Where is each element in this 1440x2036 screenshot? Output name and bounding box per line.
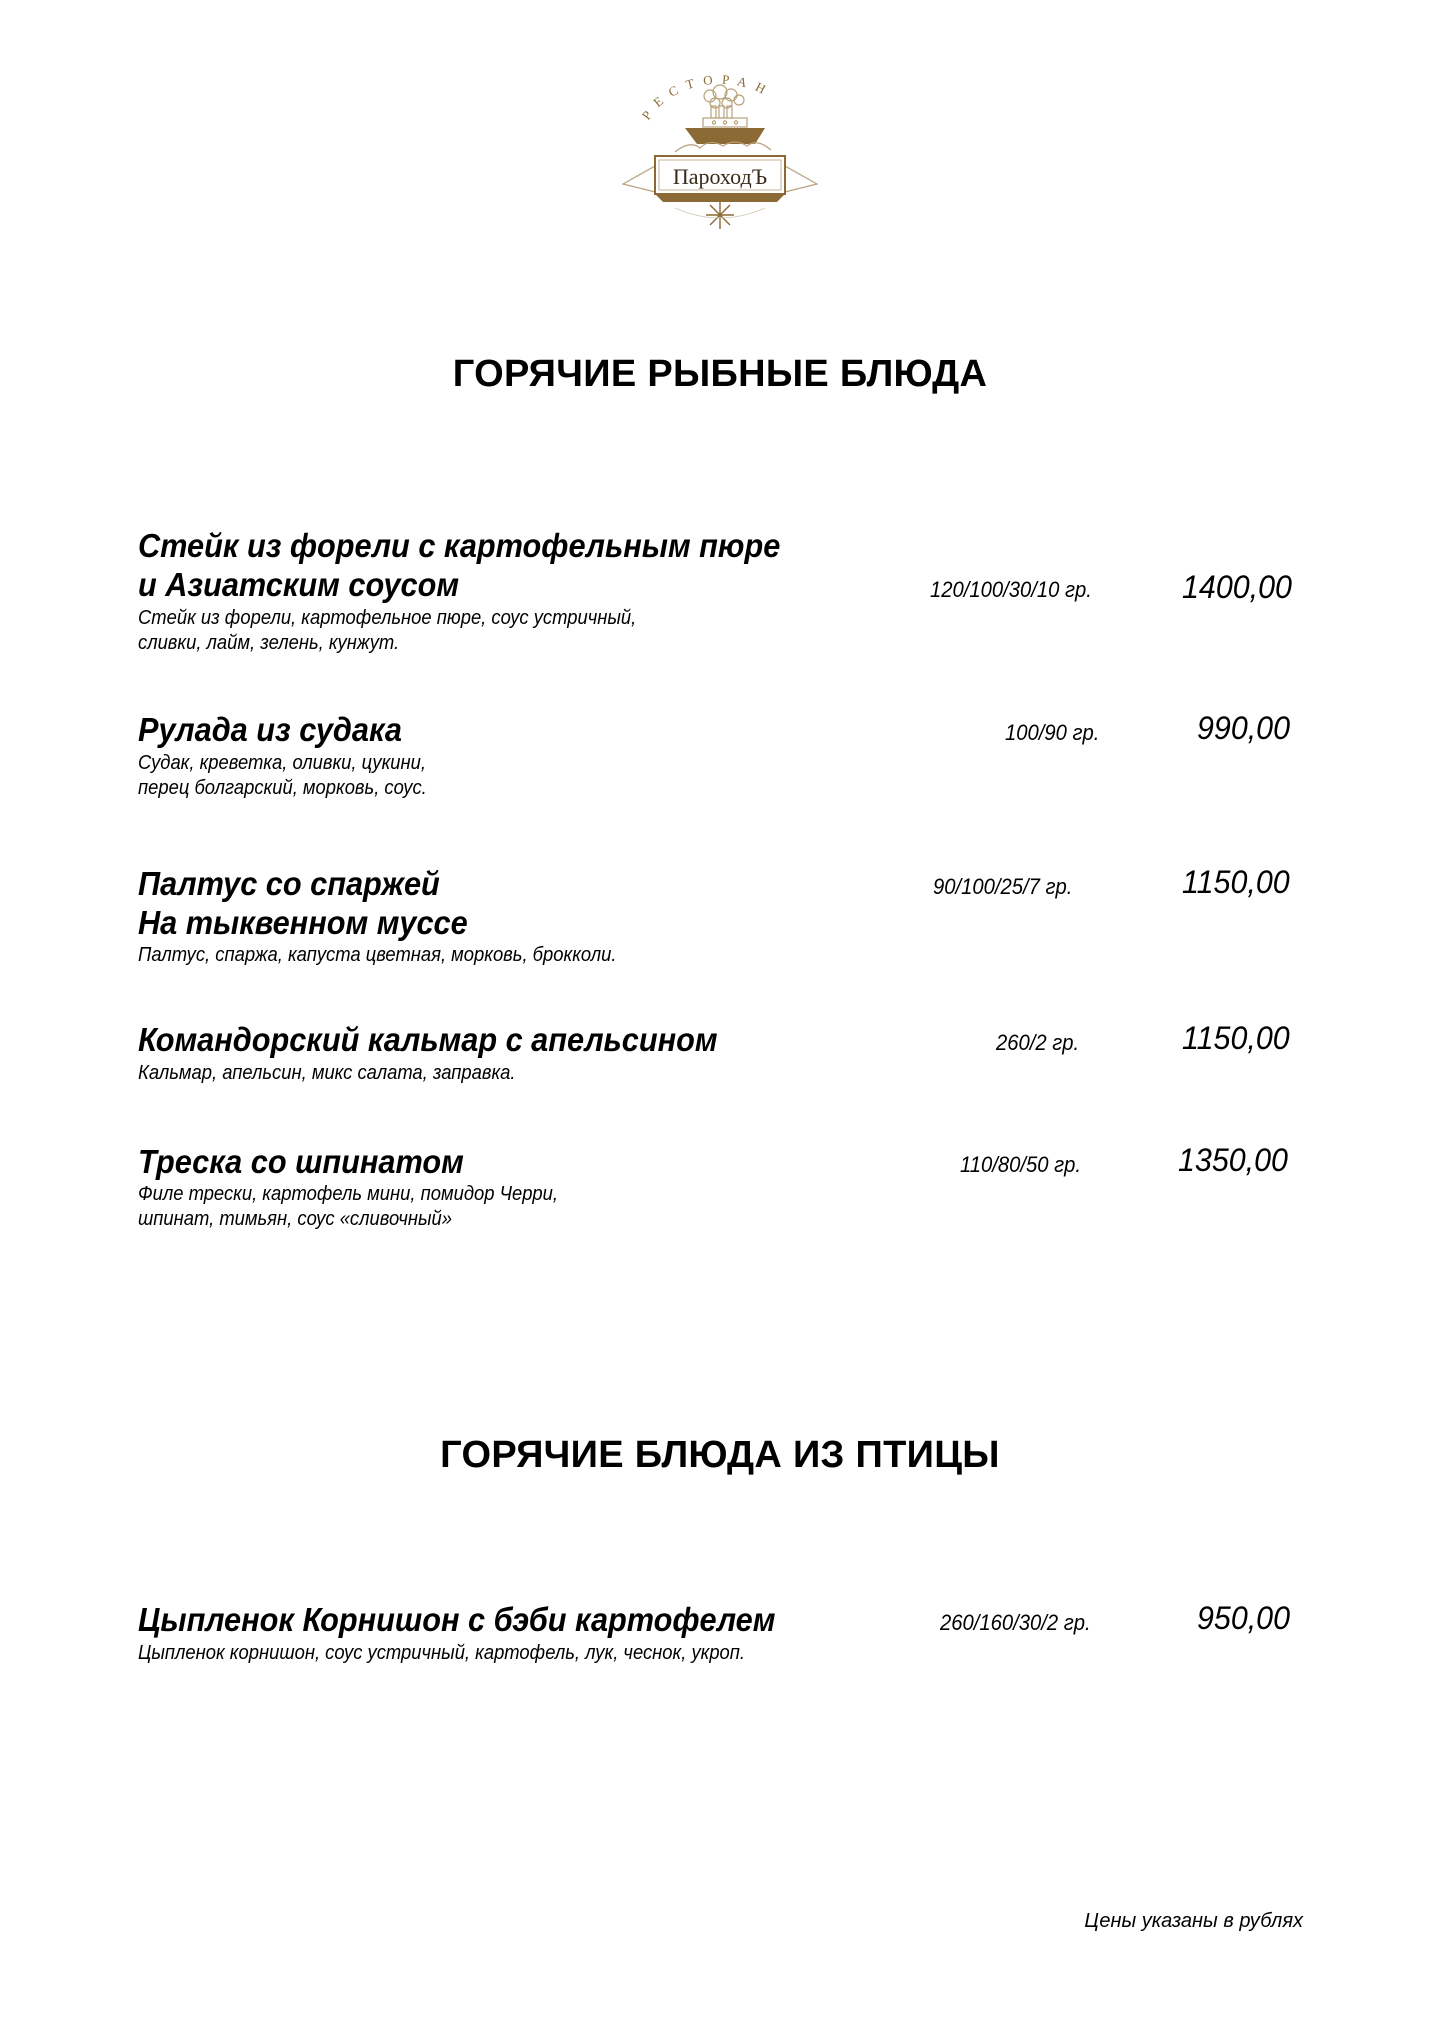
dish-description: Палтус, спаржа, капуста цветная, морковь, брокколи. — [138, 944, 617, 966]
logo-name: ПароходЪ — [672, 164, 768, 189]
dish-weight: 90/100/25/7 гр. — [933, 874, 1073, 899]
dish-description: Кальмар, апельсин, микс салата, заправка. — [138, 1062, 516, 1084]
dish-price: 1150,00 — [1182, 1020, 1290, 1056]
dish-title: Палтус со спаржей — [138, 865, 440, 902]
dish-description: перец болгарский, морковь, соус. — [138, 777, 427, 799]
dish-price: 950,00 — [1197, 1600, 1290, 1636]
dish-price: 990,00 — [1197, 710, 1290, 746]
dish-title: Треска со шпинатом — [138, 1143, 464, 1180]
svg-text:РЕСТОРАН — [638, 72, 776, 123]
dish-title: и Азиатским соусом — [138, 566, 460, 603]
dish-title: На тыквенном муссе — [138, 904, 468, 941]
dish-price: 1400,00 — [1182, 569, 1292, 605]
dish-title: Командорский кальмар с апельсином — [138, 1021, 718, 1058]
dish-description: Филе трески, картофель мини, помидор Черри, — [138, 1183, 559, 1205]
section-title-poultry: ГОРЯЧИЕ БЛЮДА ИЗ ПТИЦЫ — [440, 1434, 1000, 1476]
dish-title: Цыпленок Корнишон с бэби картофелем — [138, 1601, 776, 1638]
prices-currency-note: Цены указаны в рублях — [1084, 1910, 1303, 1932]
dish-price: 1350,00 — [1178, 1142, 1288, 1178]
dish-title: Рулада из судака — [138, 711, 402, 748]
dish-weight: 110/80/50 гр. — [960, 1152, 1082, 1177]
dish-description: Судак, креветка, оливки, цукини, — [138, 752, 426, 774]
dish-weight: 120/100/30/10 гр. — [930, 577, 1092, 602]
dish-description: Стейк из форели, картофельное пюре, соус устричный, — [138, 607, 637, 629]
dish-description: шпинат, тимьян, соус «сливочный» — [138, 1208, 453, 1230]
dish-weight: 100/90 гр. — [1005, 720, 1100, 745]
dish-weight: 260/160/30/2 гр. — [940, 1610, 1091, 1635]
dish-title: Стейк из форели с картофельным пюре — [138, 527, 781, 564]
dish-description: Цыпленок корнишон, соус устричный, картофель, лук, чеснок, укроп. — [138, 1642, 746, 1664]
logo-top-text: РЕСТОРАН — [638, 71, 777, 123]
section-title-fish: ГОРЯЧИЕ РЫБНЫЕ БЛЮДА — [452, 353, 988, 395]
dish-price: 1150,00 — [1182, 864, 1290, 900]
restaurant-logo — [615, 66, 825, 232]
steamship-logo-icon — [615, 66, 825, 232]
dish-weight: 260/2 гр. — [996, 1030, 1080, 1055]
dish-description: сливки, лайм, зелень, кунжут. — [138, 632, 400, 654]
